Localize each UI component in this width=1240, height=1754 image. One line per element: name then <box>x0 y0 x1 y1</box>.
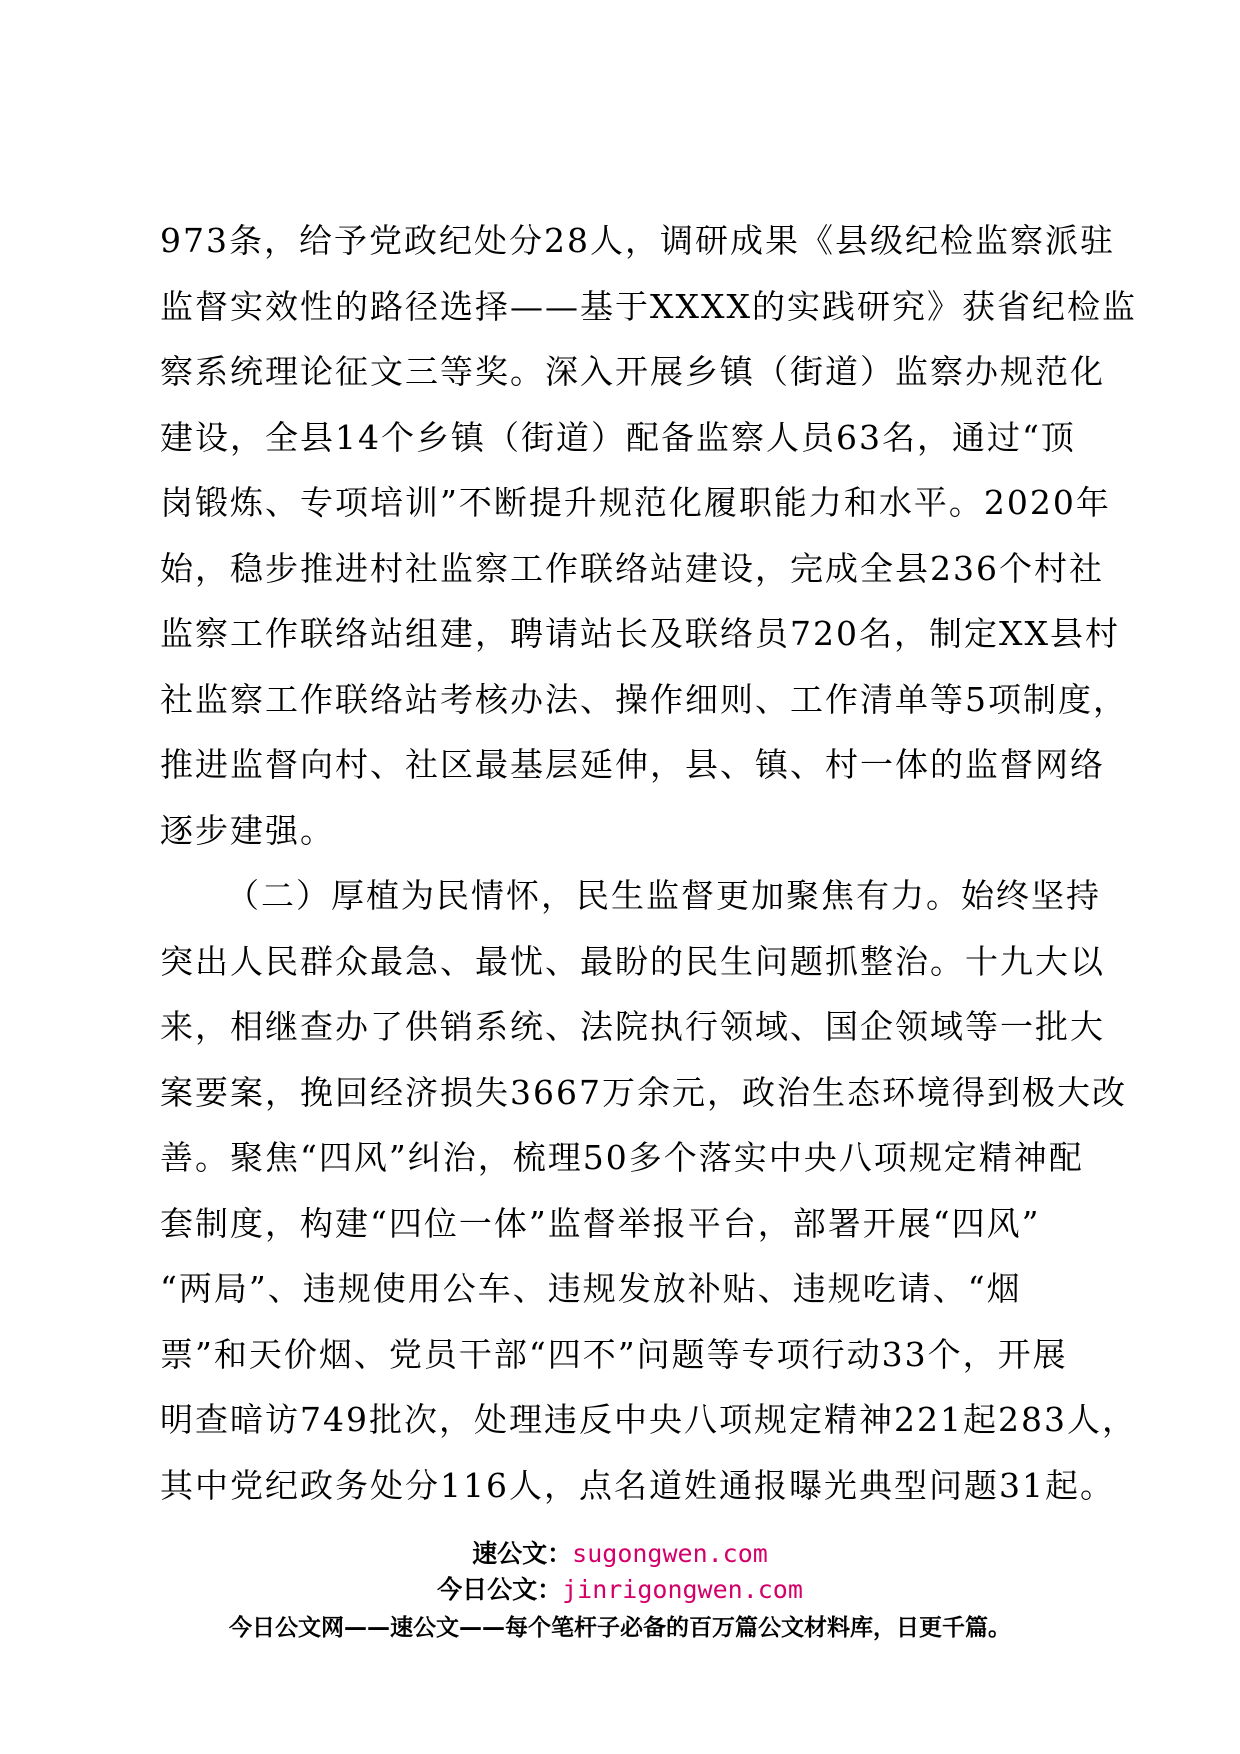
footer-line-sugongwen <box>0 1536 1240 1572</box>
body-line: 社监察工作联络站考核办法、操作细则、工作清单等5项制度， <box>160 679 1128 719</box>
body-line: 监察工作联络站组建，聘请站长及联络员720名，制定XX县村 <box>160 614 1120 653</box>
body-line: 其中党纪政务处分116人，点名道姓通报曝光典型问题31起。 <box>160 1465 1115 1505</box>
body-line: 来，相继查办了供销系统、法院执行领域、国企领域等一批大 <box>160 1007 1105 1046</box>
footer-line-jinrigongwen <box>0 1572 1240 1608</box>
sugongwen-link[interactable]: sugongwen.com <box>572 1539 768 1568</box>
body-line: 逐步建强。 <box>160 810 335 850</box>
body-line: 察系统理论征文三等奖。深入开展乡镇（街道）监察办规范化 <box>160 352 1105 391</box>
body-line: 推进监督向村、社区最基层延伸，县、镇、村一体的监督网络 <box>160 745 1105 784</box>
body-line: “两局”、违规使用公车、违规发放补贴、违规吃请、“烟 <box>160 1269 1022 1308</box>
body-line: 案要案，挽回经济损失3667万余元，政治生态环境得到极大改 <box>160 1072 1127 1112</box>
body-line: 票”和天价烟、党员干部“四不”问题等专项行动33个，开展 <box>160 1334 1068 1374</box>
body-line: 套制度，构建“四位一体”监督举报平台，部署开展“四风” <box>160 1203 1041 1243</box>
body-line: 善。聚焦“四风”纠治，梳理50多个落实中央八项规定精神配 <box>160 1138 1084 1177</box>
body-line: 监督实效性的路径选择——基于XXXX的实践研究》获省纪检监 <box>160 286 1137 326</box>
body-line: 建设，全县14个乡镇（街道）配备监察人员63名，通过“顶 <box>160 417 1076 457</box>
footer-tagline: 今日公文网——速公文——每个笔杆子必备的百万篇公文材料库，日更千篇。 <box>229 1615 1011 1641</box>
body-line: 突出人民群众最急、最忧、最盼的民生问题抓整治。十九大以 <box>160 941 1105 981</box>
footer-watermark <box>0 1536 1240 1646</box>
footer-label-jinrigongwen: 今日公文： <box>437 1575 563 1604</box>
body-line: 岗锻炼、专项培训”不断提升规范化履职能力和水平。2020年 <box>160 483 1111 522</box>
footer-label-sugongwen: 速公文： <box>472 1539 573 1568</box>
body-line: 明查暗访749批次，处理违反中央八项规定精神221起283人， <box>160 1400 1137 1439</box>
body-line: 始，稳步推进村社监察工作联络站建设，完成全县236个村社 <box>160 548 1104 588</box>
jinrigongwen-link[interactable]: jinrigongwen.com <box>562 1575 803 1604</box>
body-line: 973条，给予党政纪处分28人，调研成果《县级纪检监察派驻 <box>160 221 1115 260</box>
section-heading-line: （二）厚植为民情怀，民生监督更加聚焦有力。始终坚持 <box>226 876 1101 915</box>
document-body <box>160 208 1137 1518</box>
